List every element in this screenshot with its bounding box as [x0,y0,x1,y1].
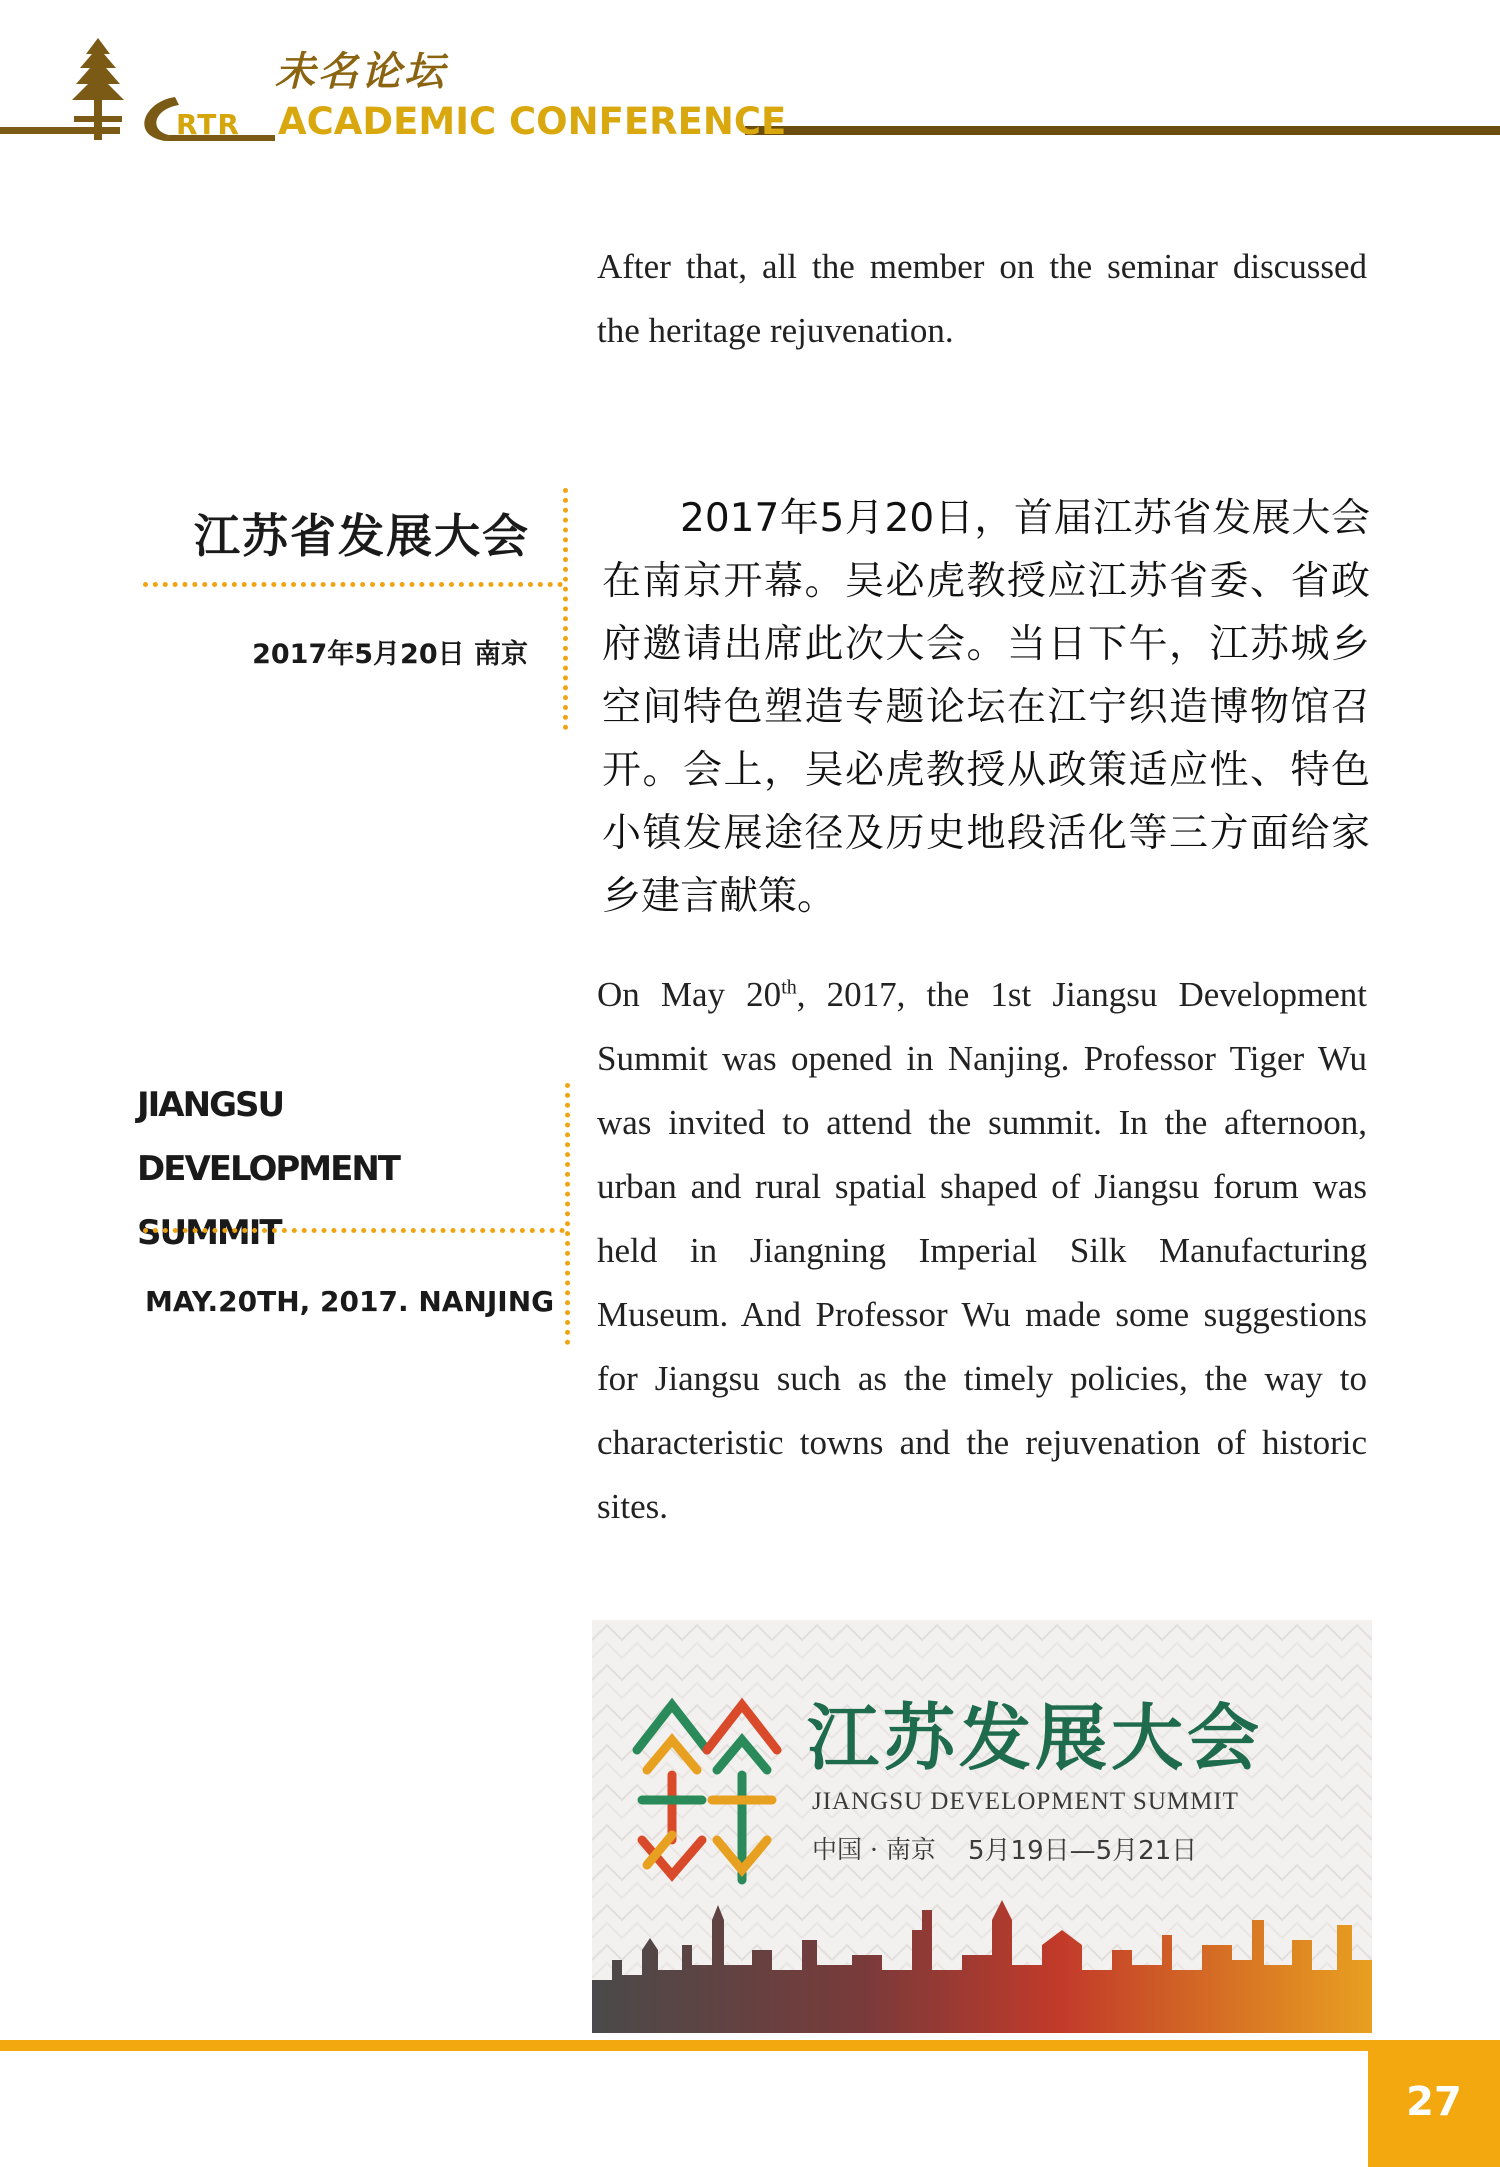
summit-banner-photo [592,1620,1372,2033]
body-paragraph-english [597,963,1367,1539]
dotted-vertical-rule-en [565,1083,570,1345]
body-en-part-2: , 2017, the 1st Jiangsu Development Summit was opened in Nanjing. Professor Tiger Wu was invited to attend the summit. In the afternoon, urban and rural spatial shaped of Jiangsu forum was held in Jiangning Imperial Silk Manufacturing Museum. And Professor Wu made some suggestions for Jiangsu such as the timely policies, the way to characteristic towns and the rejuvenation of historic sites. [597,975,1368,1526]
footer-rule [0,2040,1500,2051]
dotted-divider-cn [143,582,563,587]
logo-rtr-text: RTR [176,108,240,141]
banner-title-chinese: 江苏发展大会 [807,1696,1264,1780]
page-number: 27 [1406,2079,1462,2125]
page-number-box [1368,2051,1500,2167]
pine-tree-logo-icon [58,38,138,148]
body-en-part-1: On May 20 [597,975,782,1014]
intro-paragraph: After that, all the member on the seminar discussed the heritage rejuvenation. [597,247,1367,350]
header-rule-right [745,126,1500,135]
section-title-english: JIANGSU DEVELOPMENT SUMMIT [137,1085,399,1253]
logo-chinese-name: 未名论坛 [275,48,447,95]
summit-emblem-icon [627,1690,787,1890]
banner-location: 中国 · 南京 [812,1835,936,1864]
banner-dates: 5月19日—5月21日 [968,1836,1198,1866]
body-paragraph-chinese: 2017年5月20日，首届江苏省发展大会在南京开幕。吴必虎教授应江苏省委、省政府邀请出席此次大会。当日下午，江苏城乡空间特色塑造专题论坛在江宁织造博物馆召开。会上，吴必虎教授从政策适应性、特色小镇发展途径及历史地段活化等三方面给家乡建言献策。 [602,496,1370,919]
section-title-chinese: 江苏省发展大会 [194,509,530,563]
body-en-superscript: th [781,976,797,999]
logo-english-name: ACADEMIC CONFERENCE [278,100,787,143]
section-date-english: MAY.20TH, 2017. NANJING [145,1285,555,1318]
banner-subtitle-english: JIANGSU DEVELOPMENT SUMMIT [812,1788,1239,1815]
dotted-vertical-rule-cn [563,488,568,730]
section-date-chinese: 2017年5月20日 南京 [252,639,528,670]
dotted-divider-en [143,1228,565,1233]
